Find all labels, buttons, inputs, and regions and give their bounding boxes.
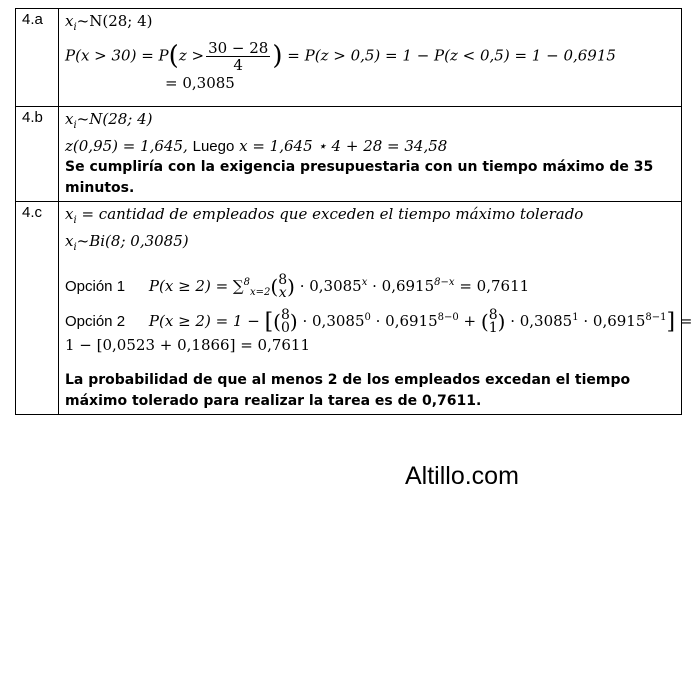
row-4c [16, 202, 682, 415]
distribution-line: $x_i\sim Bi(8$; 0,3085) [65, 232, 189, 253]
row-label: 4.c [16, 202, 59, 415]
result-line: = 0,3085 [165, 74, 235, 92]
option-2-result: 1 − [0,0523 + 0,1866] = 0,7611 [65, 336, 311, 354]
conclusion-text: La probabilidad de que al menos 2 de los empleados excedan el tiempo máximo tolerado para realizar la tarea es de 0,7611. [65, 372, 631, 409]
row-content [59, 9, 682, 107]
solutions-table [15, 8, 693, 415]
row-label: 4.b [16, 107, 59, 202]
row-content [59, 202, 693, 415]
definition-line: $x_i$ = cantidad de empleados que exceden el tiempo máximo tolerado [65, 205, 584, 226]
option-2-line: Opción 2 P(x ≥ 2) = 1 − [( 8 0 ) · $0,3085^0 \cdot 0,6915^{8-0}$ + ( 8 1 ) · $0,3085^1 \cdot 0,6915^{8-1}$] = [65, 307, 693, 336]
z-condition: z > [178, 46, 205, 65]
option-1-line: Opción 1 P(x ≥ 2) = ∑$^8_{x=2}$( 8 x ) · $0,3085^x \cdot 0,6915^{8-x} = 0,7611$ [65, 272, 530, 301]
row-4a [16, 9, 682, 107]
fraction: $\frac{30 - 28}{4}$ [208, 39, 269, 74]
row-label: 4.a [16, 9, 59, 107]
conclusion-text: Se cumpliría con la exigencia presupuestaria con un tiempo máximo de 35 minutos. [65, 159, 654, 196]
probability-lhs: P(x > 30) = P [65, 46, 169, 65]
distribution-line: $x_i\sim N(28$; 4) [65, 12, 153, 33]
watermark-text: Altillo.com [405, 462, 519, 490]
distribution-line: $x_i\sim N(28$; 4) [65, 110, 153, 131]
row-4b [16, 107, 682, 202]
probability-rhs: = P(z > 0,5) = 1 − P(z < 0,5) = 1 − 0,6915 [287, 46, 616, 65]
z-line: z(0,95) = 1,645, Luego x = 1,645 ⋆ 4 + 28 = 34,58 [65, 137, 448, 155]
row-content [59, 107, 682, 202]
probability-line: P(x > 30) = P(z > $\frac{30 - 28}{4}$ ) = P(z > 0,5) = 1 − P(z < 0,5) = 1 − 0,6915 [65, 39, 616, 74]
